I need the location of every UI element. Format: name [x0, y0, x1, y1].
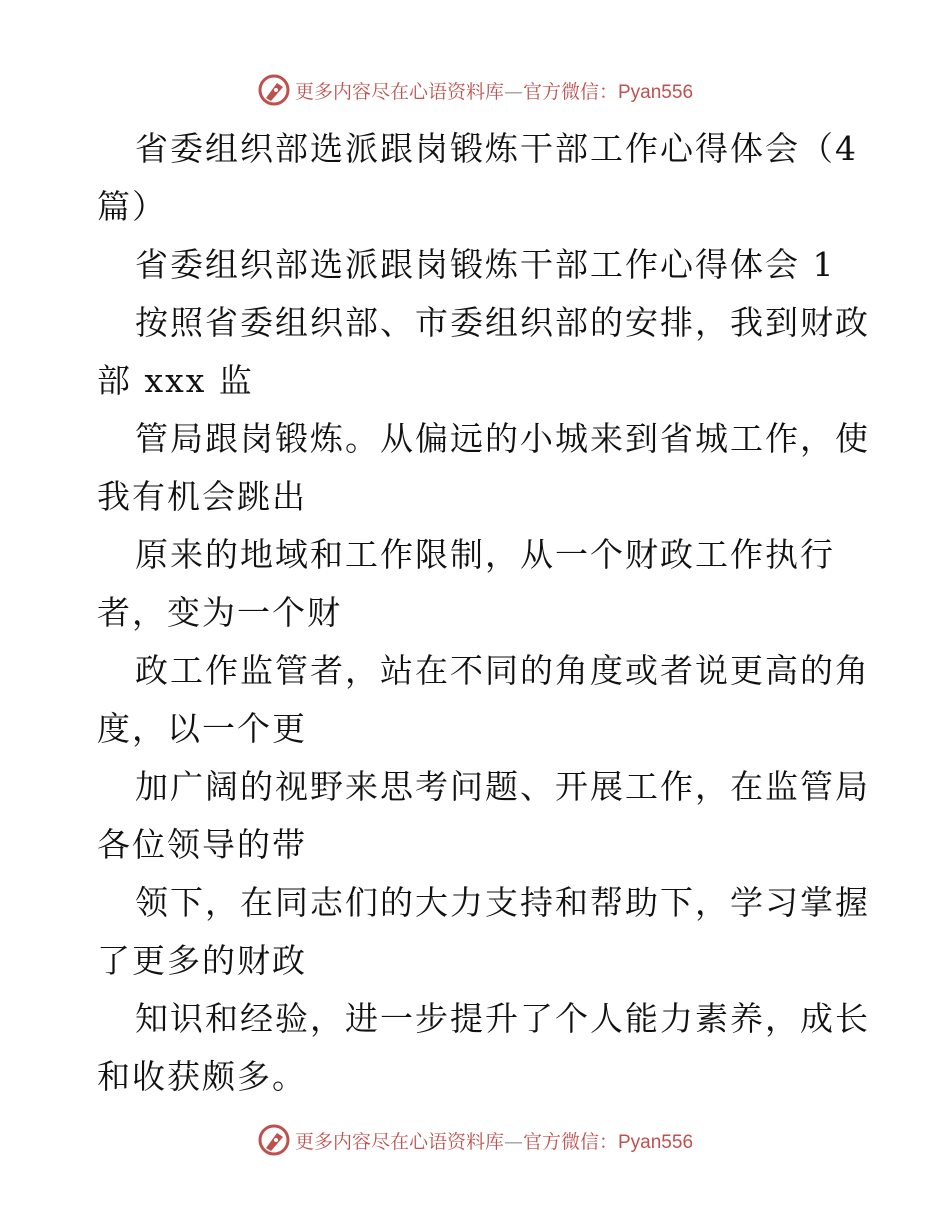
header-wechat-id: Pyan556 — [618, 81, 694, 103]
pen-nib-circle-icon — [257, 1123, 291, 1157]
paragraph-line: 按照省委组织部、市委组织部的安排，我到财政 — [135, 303, 870, 342]
paragraph-line: 度，以一个更 — [97, 709, 307, 748]
pen-nib-circle-icon — [257, 73, 291, 107]
paragraph-line: 知识和经验，进一步提升了个人能力素养，成长 — [135, 999, 870, 1038]
paragraph-line: 原来的地域和工作限制，从一个财政工作执行 — [135, 535, 835, 574]
title-line-1: 省委组织部选派跟岗锻炼干部工作心得体会（4 — [135, 129, 858, 168]
paragraph-line: 部 xxx 监 — [97, 361, 254, 400]
paragraph-line: 了更多的财政 — [97, 941, 307, 980]
paragraph-line: 各位领导的带 — [97, 825, 307, 864]
paragraph-line: 和收获颇多。 — [97, 1057, 307, 1096]
paragraph-line: 管局跟岗锻炼。从偏远的小城来到省城工作，使 — [135, 419, 870, 458]
paragraph-line: 政工作监管者，站在不同的角度或者说更高的角 — [135, 651, 870, 690]
footer-wechat-id: Pyan556 — [618, 1131, 694, 1153]
footer-banner-separator: — — [503, 1130, 523, 1153]
paragraph-line: 我有机会跳出 — [97, 477, 307, 516]
header-banner-text — [295, 77, 693, 104]
footer-banner-text — [295, 1127, 693, 1154]
subtitle-line: 省委组织部选派跟岗锻炼干部工作心得体会 1 — [135, 245, 836, 284]
paragraph-line: 加广阔的视野来思考问题、开展工作，在监管局 — [135, 767, 870, 806]
paragraph-line: 者，变为一个财 — [97, 593, 342, 632]
header-banner — [0, 70, 950, 110]
footer-banner-title: 更多内容尽在心语资料库 — [294, 1130, 504, 1153]
title-line-2: 篇） — [97, 187, 167, 226]
footer-wechat-label: 官方微信： — [522, 1130, 618, 1153]
header-banner-title: 更多内容尽在心语资料库 — [294, 80, 504, 103]
header-banner-separator: — — [503, 80, 523, 103]
header-wechat-label: 官方微信： — [522, 80, 618, 103]
paragraph-line: 领下，在同志们的大力支持和帮助下，学习掌握 — [135, 883, 870, 922]
footer-banner — [0, 1120, 950, 1160]
